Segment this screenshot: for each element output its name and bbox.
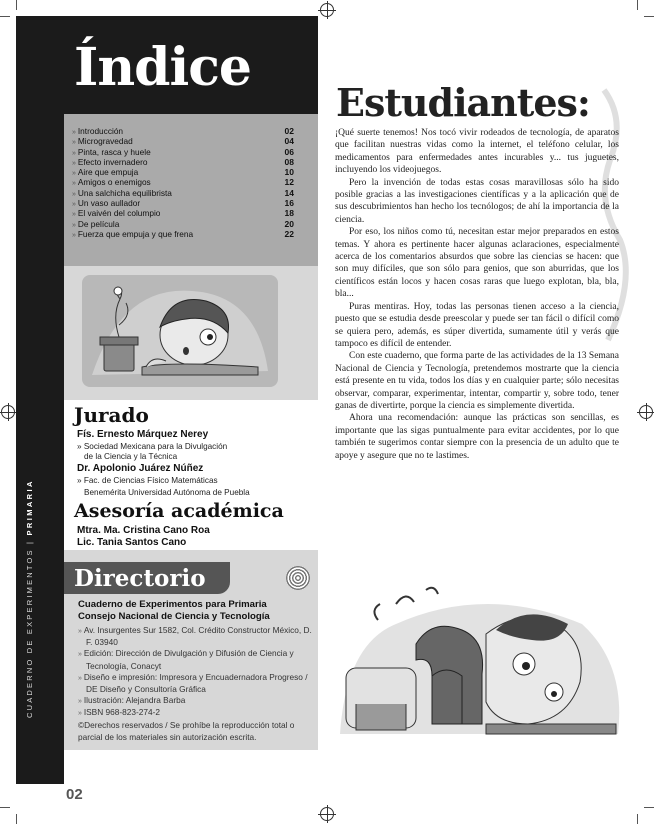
jurado-member-2: Dr. Apolonio Juárez Núñez bbox=[77, 463, 204, 474]
index-item bbox=[72, 157, 294, 167]
spine-level: PRIMARIA bbox=[25, 479, 34, 536]
index-item bbox=[72, 219, 294, 229]
index-item-label: » Introducción bbox=[72, 126, 123, 136]
index-item-page: 06 bbox=[284, 146, 294, 157]
estudiantes-title: Estudiantes: bbox=[336, 80, 590, 125]
asesoria-title: Asesoría académica bbox=[74, 500, 284, 522]
index-title: Índice bbox=[74, 37, 251, 98]
estudiantes-body bbox=[335, 127, 619, 462]
registration-mark-icon bbox=[1, 405, 15, 419]
crop-mark bbox=[644, 16, 654, 17]
jurado-member-1: Fís. Ernesto Márquez Nerey bbox=[77, 429, 209, 440]
index-item bbox=[72, 198, 294, 208]
index-item bbox=[72, 136, 294, 146]
index-item bbox=[72, 167, 294, 177]
directorio-title: Directorio bbox=[74, 565, 206, 592]
estudiantes-paragraph: Pero la invención de todas estas cosas maravillosas sólo ha sido posible gracias a las investigaciones científicas y a la aplicación que de sus descubrimientos han hecho los tecnólogos; de ahí la importancia de la ciencia. bbox=[335, 177, 619, 225]
crop-mark bbox=[16, 814, 17, 824]
estudiantes-paragraph: Puras mentiras. Hoy, todas las personas tienen acceso a la ciencia, puesto que se estudia desde preescolar y puede ser tan fácil o difícil como se quiera pero, además, es súper divertida, sumamente útil y verás que tampoco es difícil de entender. bbox=[335, 301, 619, 349]
index-item-label: » De película bbox=[72, 219, 119, 229]
jurado-member-2-affiliation: » Fac. de Ciencias Físico Matemáticas bbox=[77, 476, 218, 485]
spiral-icon bbox=[286, 566, 310, 590]
index-item-label: » Fuerza que empuja y que frena bbox=[72, 229, 193, 239]
index-item bbox=[72, 188, 294, 198]
crop-mark bbox=[0, 16, 10, 17]
directorio-item: » Ilustración: Alejandra Barba bbox=[78, 695, 314, 707]
estudiantes-paragraph: Con este cuaderno, que forma parte de las actividades de la 13 Semana Nacional de Ciencia y Tecnología, pretendemos mostrarte que la ciencia está presente en tu vida, todos los días y en cualquier parte; sólo necesitas observar, comparar, experimentar, intentar, compartir y, sobre todo, tener ganas de divertirte, porque la ciencia es simplemente divertida. bbox=[335, 351, 619, 411]
asesoria-person-2: Lic. Tania Santos Cano bbox=[77, 537, 187, 548]
jurado-member-2-affiliation: Benemérita Universidad Autónoma de Puebla bbox=[84, 488, 250, 497]
index-item-label: » Pinta, rasca y huele bbox=[72, 147, 151, 157]
crop-mark bbox=[644, 807, 654, 808]
index-item bbox=[72, 208, 294, 218]
crop-mark bbox=[637, 814, 638, 824]
jurado-member-1-affiliation: » Sociedad Mexicana para la Divulgación bbox=[77, 442, 228, 451]
registration-mark-icon bbox=[639, 405, 653, 419]
directorio-list bbox=[78, 625, 314, 743]
index-item-page: 22 bbox=[284, 228, 294, 239]
index-item bbox=[72, 177, 294, 187]
illustration-girl-plant bbox=[82, 275, 278, 387]
index-item bbox=[72, 126, 294, 136]
crop-mark bbox=[0, 807, 10, 808]
registration-mark-icon bbox=[320, 807, 334, 821]
index-item-label: » Una salchicha equilibrista bbox=[72, 188, 172, 198]
index-item-page: 12 bbox=[284, 177, 294, 188]
crop-mark bbox=[16, 0, 17, 10]
illustration-boy-experiment bbox=[336, 584, 626, 756]
jurado-title: Jurado bbox=[74, 403, 149, 427]
asesoria-person-1: Mtra. Ma. Cristina Cano Roa bbox=[77, 525, 210, 536]
directorio-heading-2: Consejo Nacional de Ciencia y Tecnología bbox=[78, 611, 270, 622]
index-item-page: 04 bbox=[284, 136, 294, 147]
index-item-label: » Amigos o enemigos bbox=[72, 177, 151, 187]
index-item-page: 20 bbox=[284, 218, 294, 229]
index-list bbox=[72, 126, 294, 239]
directorio-item: » Av. Insurgentes Sur 1582, Col. Crédito Constructor México, D. F. 03940 bbox=[78, 625, 314, 648]
index-item-page: 14 bbox=[284, 187, 294, 198]
index-item-label: » Efecto invernadero bbox=[72, 157, 148, 167]
directorio-item: » ISBN 968-823-274-2 bbox=[78, 707, 314, 719]
crop-mark bbox=[637, 0, 638, 10]
index-item-page: 08 bbox=[284, 156, 294, 167]
directorio-item: » Diseño e impresión: Impresora y Encuadernadora Progreso / DE Diseño y Consultoría Gráfica bbox=[78, 672, 314, 695]
index-item-page: 18 bbox=[284, 208, 294, 219]
registration-mark-icon bbox=[320, 3, 334, 17]
spine-series: CUADERNO DE EXPERIMENTOS bbox=[25, 548, 34, 718]
estudiantes-paragraph: ¡Qué suerte tenemos! Nos tocó vivir rodeados de tecnología, de aparatos que facilitan nuestras vidas como la internet, el teléfono celular, los medicamentos para enfermedades antes incurables y... tus juguetes, incluyendo los videojuegos. bbox=[335, 128, 619, 176]
jurado-member-1-affiliation: de la Ciencia y la Técnica bbox=[84, 452, 178, 461]
index-item-label: » Aire que empuja bbox=[72, 167, 138, 177]
index-item-page: 10 bbox=[284, 167, 294, 178]
girl-with-plant-icon bbox=[82, 275, 278, 387]
directorio-rights: ©Derechos reservados / Se prohíbe la reproducción total o parcial de los materiales sin autorización escrita. bbox=[78, 719, 295, 742]
index-item bbox=[72, 147, 294, 157]
index-item-page: 16 bbox=[284, 198, 294, 209]
index-item-label: » Un vaso aullador bbox=[72, 198, 140, 208]
estudiantes-paragraph: Por eso, los niños como tú, necesitan estar mejor preparados en estos temas. Y ahora es pertinente hacer algunas aclaraciones, especialmente acerca de los comentarios absurdos que sobre las ciencias se hacen: que son muy difíciles, que son sólo para genios, que son aburridas, que los científicos están locos y hacen cosas raras que luego explotan, bla, bla, bla... bbox=[335, 227, 619, 300]
index-item bbox=[72, 229, 294, 239]
index-item-page: 02 bbox=[284, 126, 294, 136]
spine-label bbox=[22, 458, 38, 718]
page-number: 02 bbox=[66, 786, 83, 803]
boy-experiment-icon bbox=[336, 584, 626, 756]
index-item-label: » Microgravedad bbox=[72, 136, 133, 146]
directorio-item: » Edición: Dirección de Divulgación y Difusión de Ciencia y Tecnología, Conacyt bbox=[78, 648, 314, 671]
estudiantes-paragraph: Ahora una recomendación: aunque las prácticas son sencillas, es importante que las sigas puntualmente para evitar accidentes, por lo que también te sugerimos contar siempre con la presencia de un adulto que te apoye y asegure que no te lastimes. bbox=[335, 413, 619, 461]
directorio-heading-1: Cuaderno de Experimentos para Primaria bbox=[78, 599, 267, 610]
spine-separator: | bbox=[25, 539, 34, 544]
index-item-label: » El vaivén del columpio bbox=[72, 208, 160, 218]
